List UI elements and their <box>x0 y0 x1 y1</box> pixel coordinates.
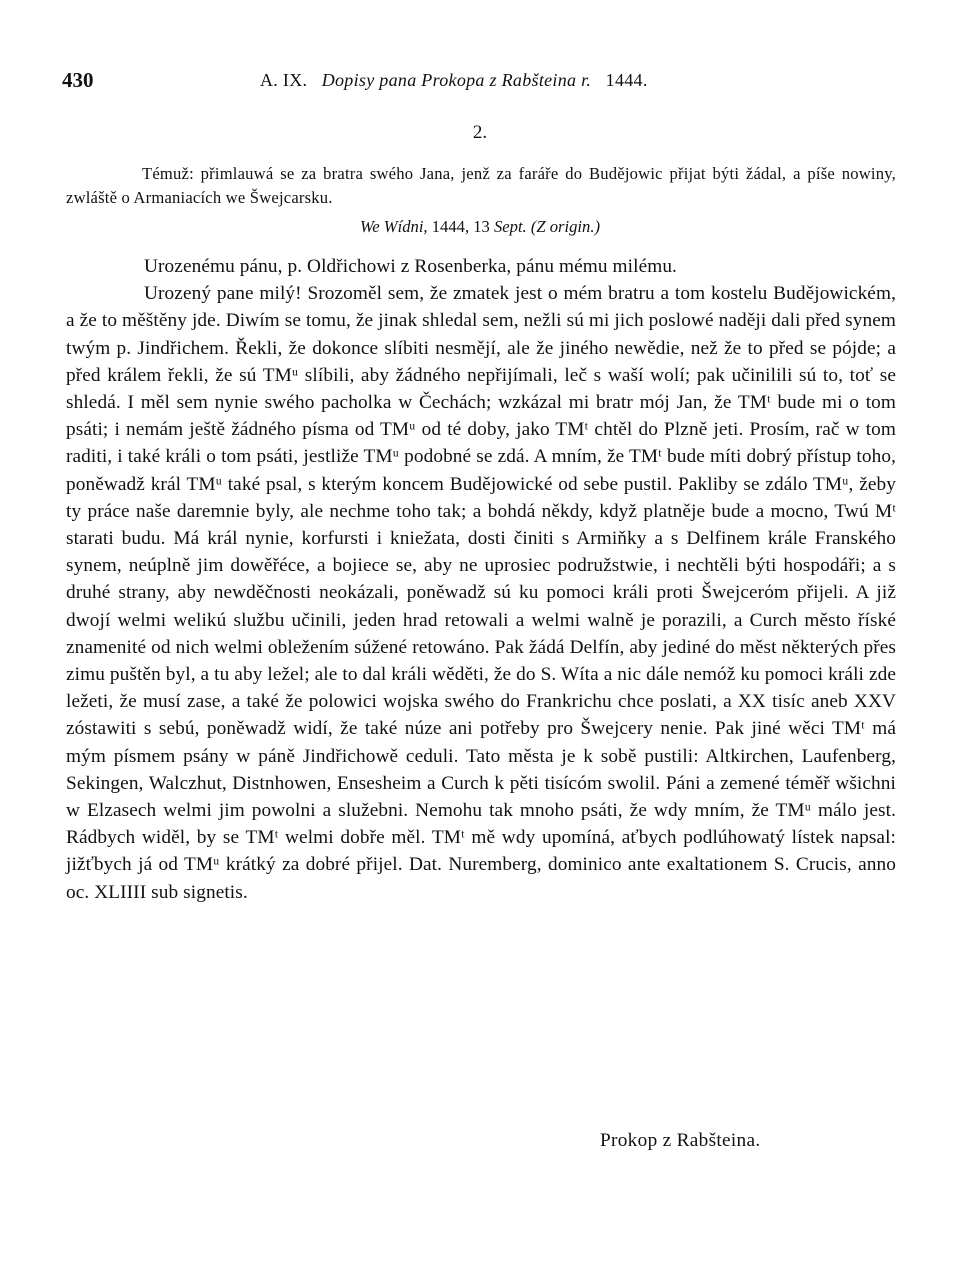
letter-signature: Prokop z Rabšteina. <box>600 1130 761 1151</box>
letter-address: Urozenému pánu, p. Oldřichowi z Rosenberka, pánu mému milému. <box>144 256 677 277</box>
source-note: (Z origin.) <box>530 217 601 236</box>
running-header <box>62 68 902 98</box>
source-line <box>0 217 960 237</box>
header-title-line <box>260 70 648 91</box>
source-month: Sept. <box>493 217 527 236</box>
source-place: We Wídni, <box>359 217 428 236</box>
document-number: 2. <box>472 122 488 143</box>
letter-text: Urozený pane milý! Srozoměl sem, že zmatek jest o mém bratru a tom kostelu Budějowickém, a že to měštěny jde. Diwím se tomu, že jinak shledal sem, nežli sú mi jich poslowé naději dali před synem twým p. Jindřichem. Řekli, že dokonce slíbiti nesmějí, ale že jiného newědie, než že to před se pójde; a před králem řekli, že sú TMᵘ slíbili, aby žádného nepřijímali, leč s waší wolí; pak učinilili sú to, toť se shledá. I měl sem nynie swého pacholka w Čechách; wzkázal mi bratr mój Jan, že TMᵗ bude mi o tom psáti; i nemám ještě žádného písma od TMᵘ od té doby, jako TMᵗ chtěl do Plzně jeti. Prosím, rač w tom raditi, i také králi o tom psáti, jestliže TMᵘ podobné se zdá. A mním, že TMᵗ bude míti dobrý přístup toho, poněwadž král TMᵘ také psal, s kterým koncem Budějowické od sebe pustil. Pakliby se zdálo TMᵘ, žeby ty práce naše daremnie byly, ale nechme toho tak; a bohdá někdy, když platněje bude a mocno, Twú Mᵗ starati budu. Má král nynie, korfursti i kniežata, dosti činiti s Armiňky a s Delfinem krále Franského synem, neúplně jim dowěřéce, a bojiece se, aby ne uprosiec podružstwie, i nechtěli býti hospodáři; a s druhé strany, aby newděčnosti neokázali, poněwadž sú ku pomoci králi proti Šwejcerόm přijeli. A již dwojí welmi welikú službu učinili, jeden hrad retowali a welmi walně je porazili, a Curch město říské znamenité od nich welmi obležením súžené retowáno. Pak žádá Delfín, aby jediné do měst některých přes zimu puštěn byl, a tu aby ležel; ale to dal králi wěděti, že do S. Wíta a nic dále nemóž ku pomoci králi zde ležeti, že musí zase, a také že polowici wojska swého do Frankrichu chce poslati, a XX tisíc aneb XXV zóstawiti s sebú, poněwadž widí, že také núze ani potřeby pro Šwejcery nenie. Pak jiné wěci TMᵗ má mým písmem psány w páně Jindřichowě ceduli. Tato města je k sobě pustili: Altkirchen, Laufenberg, Sekingen, Walczhut, Distnhowen, Ensesheim a Curch k pěti tisícóm swolil. Páni a zemené téměř wšichni w Elzasech welmi jim powolni a služebni. Nemohu tak mnoho psáti, že wdy mním, že TMᵘ málo jest. Rádbych widěl, by se TMᵗ welmi dobře měl. TMᵗ mě wdy upomíná, aťbych podlúhowatý lístek napsal: jižťbych já od TMᵘ krátký za dobré přijel. Dat. Nuremberg, dominico ante exaltationem S. Crucis, anno oc. XLIIII sub signetis. <box>66 283 896 903</box>
source-date: 1444, 13 <box>431 217 490 236</box>
letter-body <box>66 253 896 906</box>
header-title: Dopisy pana Prokopa z Rabšteina r. <box>321 70 592 90</box>
header-section: A. IX. <box>260 70 308 90</box>
page-number: 430 <box>62 68 94 92</box>
header-year: 1444. <box>605 70 648 90</box>
document-summary: Témuž: přimlauwá se za bratra swého Jana, jenž za faráře do Budějowic přijat býti žádal, a píše nowiny, zwláště o Armaniacích we Šwejcarsku. <box>66 164 896 207</box>
